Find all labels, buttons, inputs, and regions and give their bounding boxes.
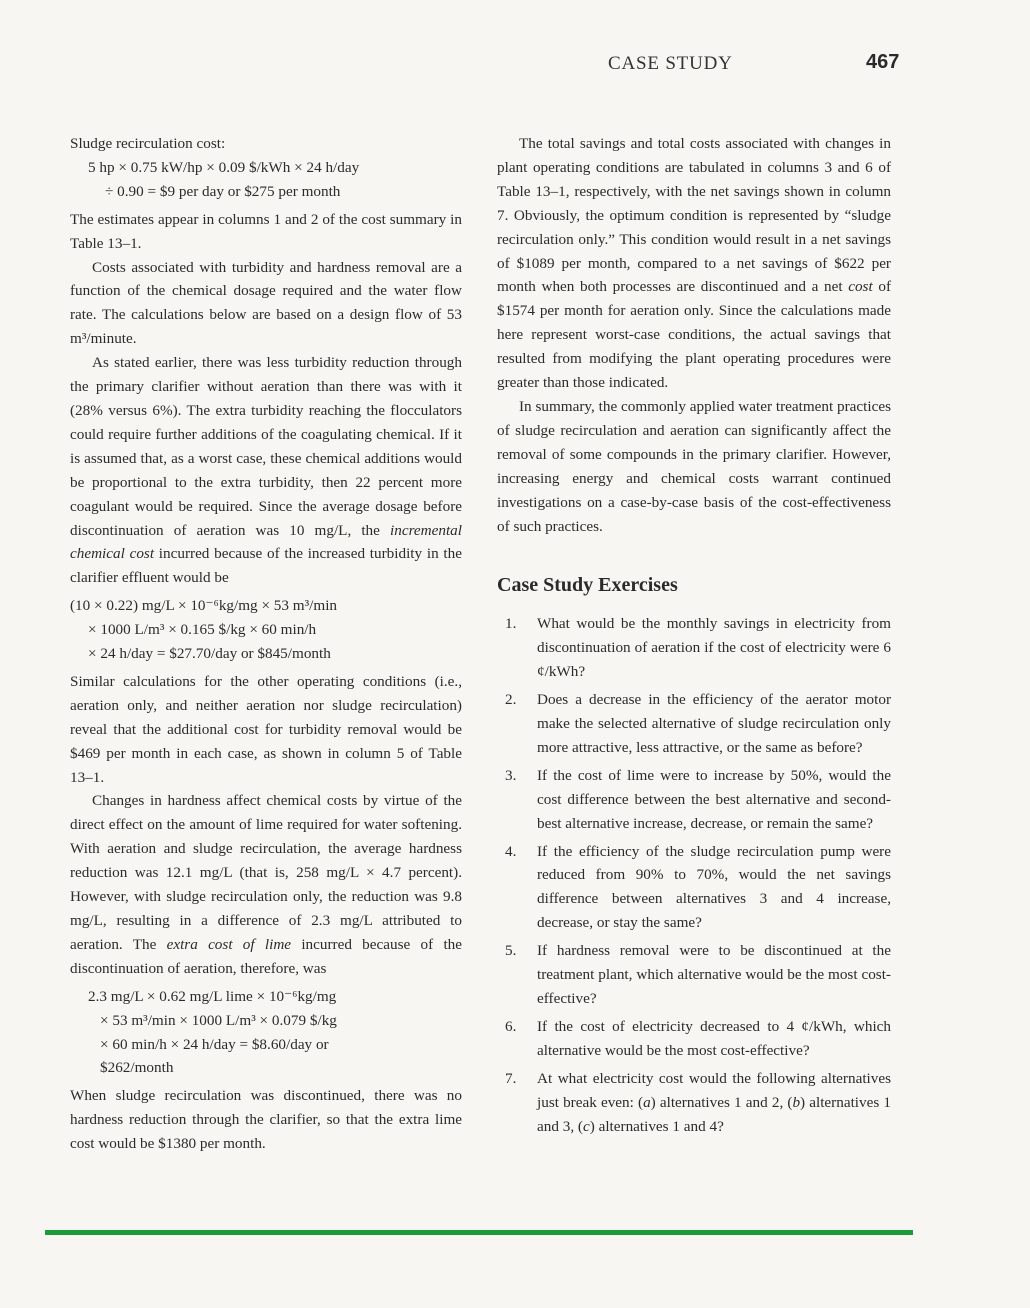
- equation-line: ÷ 0.90 = $9 per day or $275 per month: [105, 182, 341, 200]
- equation-line: × 24 h/day = $27.70/day or $845/month: [88, 645, 331, 663]
- exercise-item: [497, 612, 891, 684]
- exercise-number: 4.: [505, 842, 517, 860]
- exercise-number: 5.: [505, 942, 517, 960]
- right-column: [497, 132, 891, 1142]
- equation-line: × 1000 L/m³ × 0.165 $/kg × 60 min/h: [88, 621, 317, 639]
- equation-line: × 53 m³/min × 1000 L/m³ × 0.079 $/kg: [100, 1011, 337, 1029]
- paragraph: In summary, the commonly applied water treatment practices of sludge recirculation and aeration can significantly affect the removal of some compounds in the primary clarifier. However, increasing energy and chemical costs warrant continued investigations on a case-by-case basis of the cost-effectiveness of such practices.: [497, 397, 891, 535]
- text-run: incurred because of the increased turbidity in the clarifier effluent would be: [70, 545, 462, 587]
- text-run: ) alternatives 1 and 3, (: [537, 1093, 891, 1135]
- exercise-item: [497, 688, 891, 760]
- running-header: CASE STUDY: [608, 53, 733, 74]
- equation-line: 5 hp × 0.75 kW/hp × 0.09 $/kWh × 24 h/day: [88, 158, 360, 176]
- text-run: of $1574 per month for aeration only. Since the calculations made here represent worst-case conditions, the actual savings that resulted from modifying the plant operating procedures were greater than those indicated.: [497, 278, 891, 392]
- text-run: incurred because of the discontinuation of aeration, therefore, was: [70, 935, 462, 977]
- exercise-number: 6.: [505, 1017, 517, 1035]
- exercise-item: [497, 1015, 891, 1063]
- emphasis: a: [643, 1093, 651, 1111]
- exercise-text: Does a decrease in the efficiency of the aerator motor make the selected alternative of sludge recirculation only more attractive, less attractive, or the same as before?: [537, 691, 891, 756]
- emphasis: c: [582, 1117, 590, 1135]
- left-column: [70, 132, 462, 1156]
- paragraph: The estimates appear in columns 1 and 2 of the cost summary in Table 13–1.: [70, 210, 462, 252]
- equation-line: 2.3 mg/L × 0.62 mg/L lime × 10⁻⁶kg/mg: [88, 987, 337, 1005]
- exercise-number: 3.: [505, 766, 517, 784]
- text-run: The total savings and total costs associated with changes in plant operating conditions are tabulated in columns 3 and 6 of Table 13–1, respectively, with the net savings shown in column 7. Obviously, the optimum condition is represented by “sludge recirculation only.” This condition would result in a net savings of $1089 per month, compared to a net savings of $622 per month when both processes are discontinued and a net: [497, 135, 891, 296]
- exercise-item: [497, 764, 891, 836]
- exercise-number: 1.: [505, 615, 517, 633]
- equation-line: (10 × 0.22) mg/L × 10⁻⁶kg/mg × 53 m³/min: [70, 597, 338, 615]
- exercise-text: If the efficiency of the sludge recirculation pump were reduced from 90% to 70%, would the net savings difference between alternatives 3 and 4 increase, decrease, or stay the same?: [537, 842, 891, 932]
- exercise-number: 7.: [505, 1069, 517, 1087]
- paragraph: [70, 789, 462, 980]
- text-run: As stated earlier, there was less turbidity reduction through the primary clarifier without aeration than there was with it (28% versus 6%). The extra turbidity reaching the flocculators could require further additions of the coagulating chemical. If it is assumed that, as a worst case, these chemical additions would be proportional to the extra turbidity, then 22 percent more coagulant would be required. Since the average dosage before discontinuation of aeration was 10 mg/L, the: [70, 354, 462, 539]
- paragraph: [497, 132, 891, 395]
- emphasis: cost: [848, 278, 873, 296]
- exercise-item: [497, 1067, 891, 1139]
- equation-electricity: [70, 156, 462, 204]
- text-run: At what electricity cost would the following alternatives just break even: (: [537, 1069, 891, 1111]
- paragraph: When sludge recirculation was discontinued, there was no hardness reduction through the clarifier, so that the extra lime cost would be $1380 per month.: [70, 1087, 462, 1153]
- page-number: 467: [866, 51, 900, 73]
- equation-coagulant: [70, 594, 462, 666]
- exercise-text: [537, 1067, 891, 1139]
- text-run: ) alternatives 1 and 2, (: [650, 1093, 793, 1111]
- text-run: ) alternatives 1 and 4?: [589, 1117, 724, 1135]
- equation-line: $262/month: [100, 1059, 174, 1077]
- exercise-number: 2.: [505, 691, 517, 709]
- paragraph: Costs associated with turbidity and hardness removal are a function of the chemical dosage required and the water flow rate. The calculations below are based on a design flow of 53 m³/minute.: [70, 258, 462, 348]
- exercise-text: If the cost of electricity decreased to 4 ¢/kWh, which alternative would be the most cost-effective?: [537, 1017, 891, 1059]
- exercise-list: [497, 612, 891, 1138]
- paragraph: [70, 351, 462, 590]
- intro-label: Sludge recirculation cost:: [70, 135, 226, 152]
- emphasis: extra cost of lime: [166, 935, 292, 953]
- exercise-text: What would be the monthly savings in electricity from discontinuation of aeration if the cost of electricity were 6 ¢/kWh?: [537, 615, 891, 681]
- exercise-text: If the cost of lime were to increase by 50%, would the cost difference between the best alternative and second-best alternative increase, decrease, or remain the same?: [537, 766, 891, 832]
- emphasis: b: [792, 1093, 801, 1111]
- exercise-item: [497, 939, 891, 1011]
- exercise-text: If hardness removal were to be discontinued at the treatment plant, which alternative would be the most cost-effective?: [537, 942, 891, 1007]
- emphasis: incremental chemical cost: [70, 521, 462, 563]
- text-run: Changes in hardness affect chemical costs by virtue of the direct effect on the amount of lime required for water softening. With aeration and sludge recirculation, the average hardness reduction was 12.1 mg/L (that is, 258 mg/L × 4.7 percent). However, with sludge recirculation only, the reduction was 9.8 mg/L, resulting in a difference of 2.3 mg/L attributed to aeration. The: [70, 792, 462, 953]
- equation-line: × 60 min/h × 24 h/day = $8.60/day or: [100, 1035, 329, 1053]
- exercise-item: [497, 840, 891, 936]
- equation-lime: [70, 985, 462, 1081]
- footer-rule: [45, 1230, 913, 1235]
- paragraph: Similar calculations for the other operating conditions (i.e., aeration only, and neither aeration nor sludge recirculation) reveal that the additional cost for turbidity removal would be $469 per month in each case, as shown in column 5 of Table 13–1.: [70, 672, 462, 786]
- exercises-heading: Case Study Exercises: [497, 574, 678, 597]
